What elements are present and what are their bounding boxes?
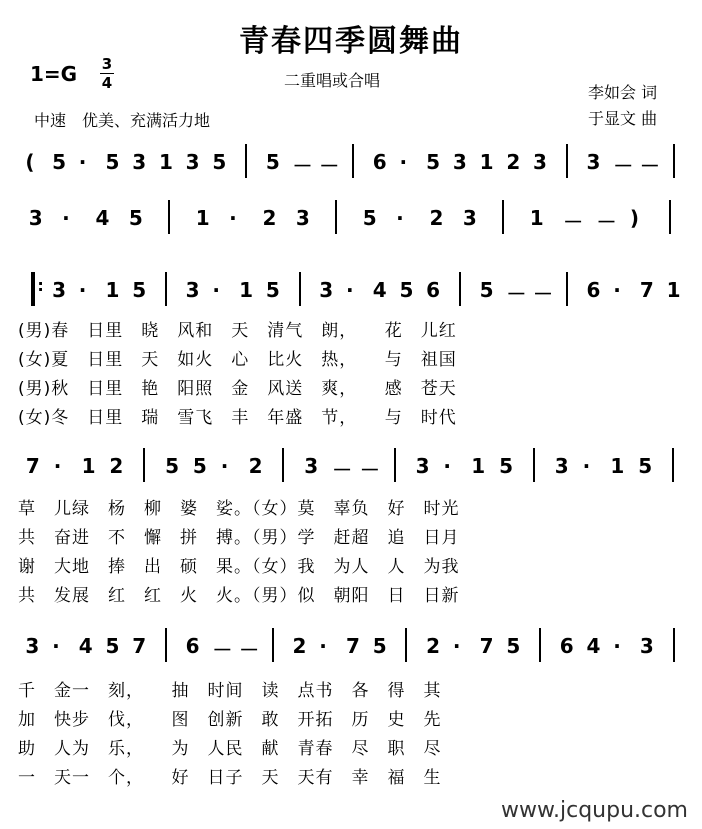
note: － [292,154,313,178]
note: － [332,458,353,482]
note: 6 [185,634,200,658]
note: 2 [506,150,521,174]
bar-line [272,628,274,662]
score-row [0,270,702,310]
bar-line [405,628,407,662]
note: 7 [25,454,40,478]
note: 3 [319,278,334,302]
bar-line [566,144,568,178]
bar-line [539,628,541,662]
note: 3 [52,278,66,302]
note: 4 [372,278,387,302]
note: 3 [132,150,147,174]
note: 2 [426,634,441,658]
note: ( [25,150,35,174]
note: · [62,206,70,230]
score-row [0,198,702,238]
time-signature [100,56,114,91]
score-row [0,446,702,486]
note: － [239,638,260,662]
meter-top: 3 [101,55,113,73]
note: － [359,458,380,482]
bar-line [31,272,35,306]
note: · [229,206,237,230]
note: 1 [158,150,173,174]
bar-line [673,144,675,178]
note: － [563,210,584,234]
note: 1 [195,206,210,230]
note: 5 [105,150,120,174]
note: 7 [132,634,147,658]
lyric-line: 草 儿绿 杨 柳 婆 娑。（女）莫 辜负 好 时光 [18,499,460,519]
repeat-dots: : [37,276,44,295]
lyric-line: (女)夏 日里 天 如火 心 比火 热， 与 祖国 [18,350,457,370]
note: 5 [52,150,66,174]
score-row [0,626,702,666]
note: － [596,210,617,234]
note: 3 [185,150,200,174]
note: 6 [586,278,601,302]
note: 6 [426,278,441,302]
lyric-line: (男)秋 日里 艳 阳照 金 风送 爽， 感 苍天 [18,379,457,399]
note: 5 [128,206,143,230]
note: 4 [586,634,601,658]
bar-line [299,272,301,306]
note: · [613,278,621,302]
note: － [506,282,527,306]
bar-line [669,200,671,234]
note: 7 [479,634,494,658]
note: 3 [639,634,654,658]
note: － [639,154,660,178]
lyric-line: (男)春 日里 晓 风和 天 清气 朗， 花 儿红 [18,321,457,341]
note: 1 [81,454,96,478]
note: 7 [639,278,654,302]
note: 4 [78,634,93,658]
song-title: 青春四季圆舞曲 [239,24,463,59]
bar-line [533,448,535,482]
lyric-line: 一 天一 个， 好 日子 天 天有 幸 福 生 [18,768,442,788]
note: 4 [95,206,110,230]
note: ) [629,206,640,230]
lyric-line: 千 金一 刻， 抽 时间 读 点书 各 得 其 [18,681,442,701]
note: 5 [105,634,120,658]
note: 5 [479,278,494,302]
lyric-line: 共 奋进 不 懈 拼 搏。（男）学 赶超 追 日月 [18,528,460,548]
note: 1 [529,206,544,230]
note: · [319,634,327,658]
lyricist: 李如会 词 [588,83,658,102]
lyric-line: 谢 大地 捧 出 硕 果。（女）我 为人 人 为我 [18,557,460,577]
bar-line [352,144,354,178]
key-signature: 1=G [30,62,78,86]
bar-line [459,272,461,306]
bar-line [245,144,247,178]
note: 3 [415,454,430,478]
note: 3 [25,634,40,658]
note: 1 [239,278,254,302]
note: 3 [554,454,569,478]
note: · [52,634,60,658]
note: 2 [262,206,277,230]
bar-line [168,200,170,234]
note: · [212,278,220,302]
lyric-line: 共 发展 红 红 火 火。（男）似 朝阳 日 日新 [18,586,460,606]
note: 1 [479,150,494,174]
note: · [78,278,87,302]
note: 5 [638,454,653,478]
bar-line [143,448,145,482]
note: 1 [471,454,486,478]
note: － [212,638,233,662]
note: 3 [28,206,43,230]
note: · [582,454,591,478]
note: · [78,150,87,174]
lyric-line: 加 快步 伐， 图 创新 敢 开拓 历 史 先 [18,710,442,730]
note: 5 [265,278,280,302]
note: · [399,150,408,174]
note: · [452,634,461,658]
note: － [533,282,554,306]
bar-line [165,628,167,662]
bar-line [566,272,568,306]
note: 3 [185,278,200,302]
bar-line [502,200,504,234]
note: · [346,278,354,302]
note: 3 [295,206,310,230]
note: 5 [165,454,179,478]
bar-line [394,448,396,482]
site-watermark: www.jcqupu.com [501,798,688,823]
note: 6 [559,634,574,658]
composer: 于显文 曲 [588,109,658,128]
note: 2 [248,454,263,478]
note: 6 [372,150,387,174]
bar-line [282,448,284,482]
meter-bottom: 4 [101,74,113,92]
note: 7 [346,634,360,658]
note: 5 [192,454,207,478]
bar-line [673,628,675,662]
score-row [0,142,702,182]
note: · [220,454,229,478]
note: 3 [462,206,477,230]
note: 3 [533,150,547,174]
note: － [613,154,634,178]
note: 2 [429,206,444,230]
note: 1 [610,454,625,478]
note: 2 [292,634,307,658]
lyric-line: 助 人为 乐， 为 人民 献 青春 尽 职 尽 [18,739,442,759]
note: 3 [304,454,319,478]
note: － [319,154,340,178]
note: 1 [666,278,681,302]
note: 5 [499,454,513,478]
note: 2 [109,454,124,478]
note: 5 [212,150,227,174]
note: 5 [399,278,414,302]
note: · [53,454,62,478]
tempo-marking: 中速 优美、充满活力地 [34,111,211,130]
lyric-line: (女)冬 日里 瑞 雪飞 丰 年盛 节， 与 时代 [18,408,457,428]
note: · [613,634,621,658]
note: 5 [426,150,441,174]
note: · [396,206,404,230]
note: 3 [452,150,467,174]
bar-line [335,200,337,234]
note: 5 [506,634,521,658]
note: 3 [586,150,601,174]
note: · [443,454,452,478]
bar-line [672,448,674,482]
note: 5 [132,278,147,302]
note: 1 [105,278,120,302]
note: 5 [362,206,377,230]
note: 5 [265,150,280,174]
performance-note: 二重唱或合唱 [284,71,381,90]
bar-line [165,272,167,306]
note: 5 [372,634,387,658]
